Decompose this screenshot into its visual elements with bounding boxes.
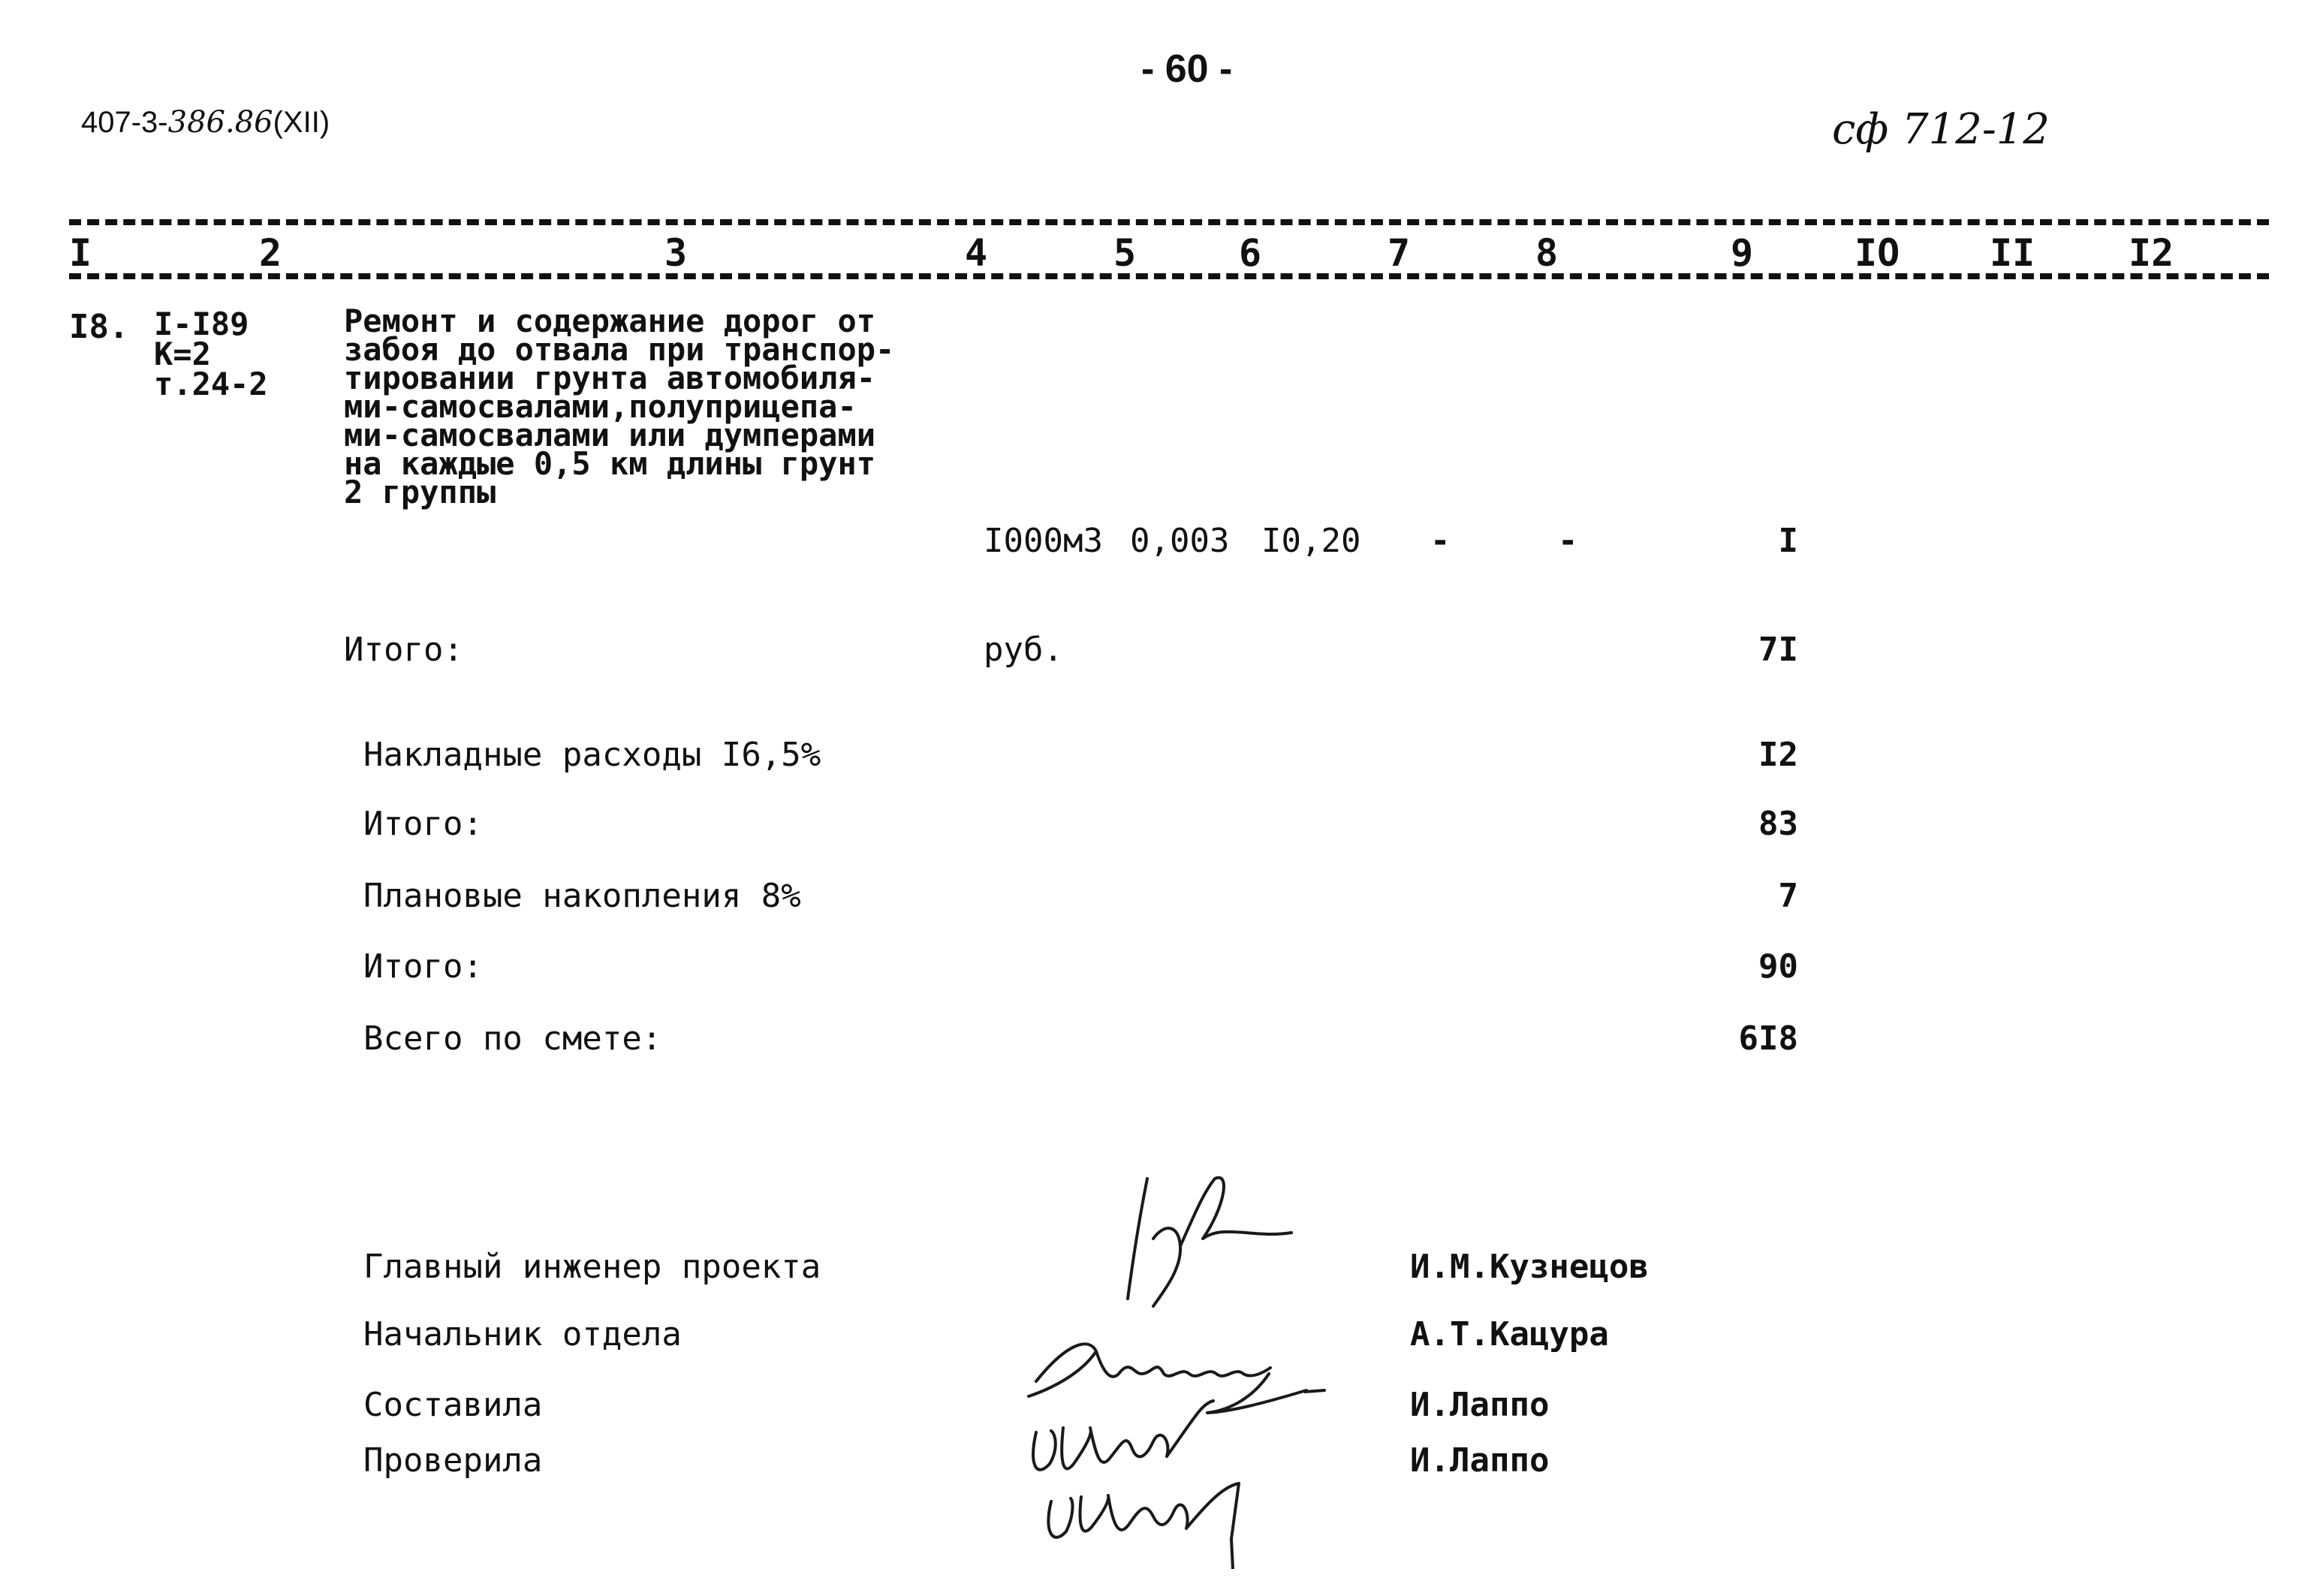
grand-total-value: 6I8 — [1738, 1019, 1798, 1058]
signature-stroke-chief-engineer — [1128, 1178, 1291, 1306]
column-number-11: II — [1990, 231, 2035, 275]
item-description-line-3: тировании грунта автомобиля- — [344, 360, 876, 396]
item-column-8: - — [1558, 522, 1578, 560]
signature-stroke-checked-by — [1048, 1483, 1239, 1539]
total-after-savings-value: 90 — [1758, 947, 1798, 986]
item-description-line-5: ми-самосвалами или думперами — [344, 417, 876, 453]
signatory-name-chief-engineer: И.М.Кузнецов — [1410, 1248, 1649, 1286]
signatory-title-checked-by: Проверила — [363, 1441, 543, 1480]
column-number-12: I2 — [2129, 231, 2174, 275]
signatory-title-compiled-by: Составила — [363, 1386, 543, 1424]
item-unit: I000м3 — [984, 522, 1103, 560]
column-number-1: I — [69, 231, 92, 275]
column-number-8: 8 — [1535, 231, 1559, 275]
subtotal-unit: руб. — [984, 631, 1063, 669]
signatory-title-department-head: Начальник отдела — [363, 1315, 682, 1354]
signature-dash-department-head — [1305, 1390, 1324, 1392]
item-column-9: I — [1778, 522, 1798, 560]
item-description-line-4: ми-самосвалами,полуприцепа- — [344, 388, 857, 425]
column-number-10: IO — [1855, 231, 1900, 275]
item-description-line-6: на каждые 0,5 км длины грунт — [344, 445, 876, 482]
column-number-9: 9 — [1731, 231, 1754, 275]
item-description-line-1: Ремонт и содержание дорог от — [344, 303, 876, 339]
signature-stroke-compiled-by — [1033, 1401, 1213, 1470]
total-after-savings-label: Итого: — [363, 947, 483, 986]
grand-total-label: Всего по смете: — [363, 1019, 662, 1058]
handwritten-signatures — [1006, 1149, 1397, 1569]
signatory-name-department-head: А.Т.Кацура — [1410, 1315, 1609, 1354]
document-code-handwritten: 386.86 — [167, 105, 273, 140]
signature-stroke-department-head — [1029, 1344, 1306, 1413]
total-after-overhead-value: 83 — [1758, 805, 1798, 843]
column-number-2: 2 — [259, 231, 282, 275]
column-number-4: 4 — [965, 231, 988, 275]
item-description-line-7: 2 группы — [344, 474, 496, 510]
item-quantity: 0,003 — [1130, 522, 1230, 560]
total-after-overhead-label: Итого: — [363, 805, 483, 843]
document-code-suffix: (XII) — [273, 106, 330, 139]
column-number-6: 6 — [1239, 231, 1262, 275]
item-column-7: - — [1430, 522, 1451, 560]
signatory-title-chief-engineer: Главный инженер проекта — [363, 1248, 821, 1286]
page-number: - 60 - — [1141, 47, 1233, 91]
subtotal-label: Итого: — [344, 631, 463, 669]
signature-stray-line — [1231, 1539, 1233, 1569]
sheet-code: сф 712-12 — [1832, 105, 2050, 154]
overhead-label: Накладные расходы I6,5% — [363, 736, 821, 774]
overhead-value: I2 — [1758, 736, 1798, 774]
document-code-prefix: 407-3- — [81, 106, 168, 139]
document-code — [81, 105, 330, 140]
column-number-5: 5 — [1113, 231, 1137, 275]
column-number-7: 7 — [1388, 231, 1411, 275]
planned-savings-value: 7 — [1778, 877, 1798, 915]
column-number-3: 3 — [664, 231, 688, 275]
item-unit-price: I0,20 — [1261, 522, 1361, 560]
signatory-name-compiled-by: И.Лаппо — [1410, 1386, 1550, 1424]
planned-savings-label: Плановые накопления 8% — [363, 877, 801, 915]
signatory-name-checked-by: И.Лаппо — [1410, 1441, 1550, 1480]
item-description-line-2: забоя до отвала при транспор- — [344, 331, 895, 368]
subtotal-value: 7I — [1758, 631, 1798, 669]
header-dashed-rule-top — [69, 219, 2269, 225]
item-number: I8. — [69, 308, 129, 346]
item-code-line-3: т.24-2 — [154, 366, 268, 402]
item-code-line-2: K=2 — [154, 336, 211, 372]
item-code-line-1: I-I89 — [154, 306, 249, 342]
header-dashed-rule-bottom — [69, 273, 2269, 279]
